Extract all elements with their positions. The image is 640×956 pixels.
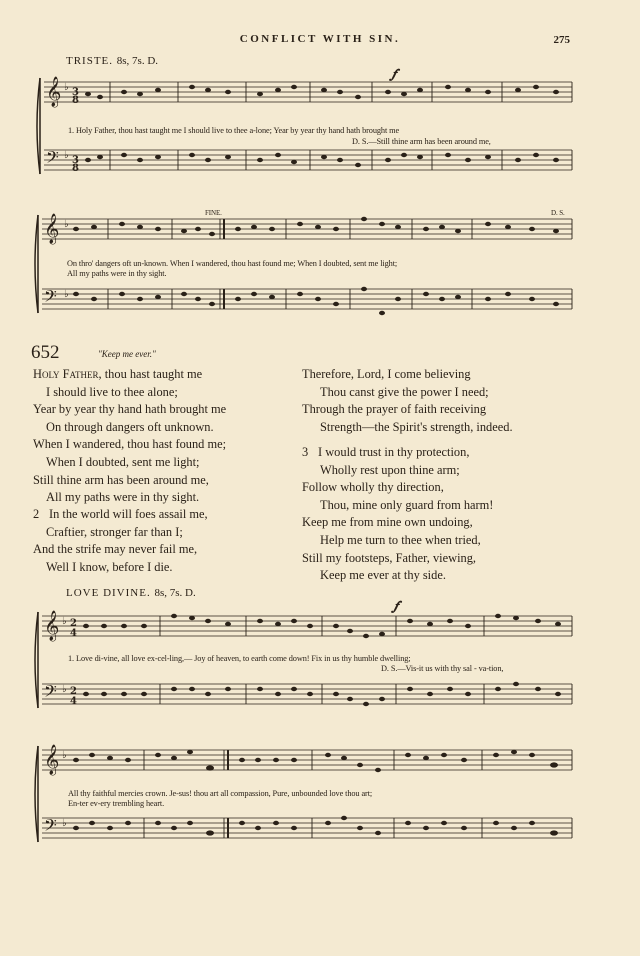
lyric-line: 1. Holy Father, thou hast taught me I should live to thee a-lone; Year by year thy hand hath brought me <box>68 126 400 135</box>
svg-text:8: 8 <box>72 95 79 106</box>
svg-text:8: 8 <box>72 163 79 174</box>
lyric-line: 1. Love di-vine, all love ex-cel-ling,— Joy of heaven, to earth come down! Fix in us thy humble dwelling; <box>68 654 411 663</box>
svg-text:2: 2 <box>70 686 77 697</box>
verse-line: Follow wholly thy direction, <box>302 480 444 495</box>
svg-text:♭: ♭ <box>64 150 69 161</box>
svg-text:♭: ♭ <box>62 684 67 695</box>
tune-name: LOVE DIVINE. <box>66 587 151 599</box>
verse-line: Keep me ever at thy side. <box>320 568 446 583</box>
tune-title-triste <box>66 55 158 67</box>
verse-line: I should live to thee alone; <box>46 384 178 399</box>
stanza-2-continued <box>302 366 513 436</box>
hymn-subtitle: "Keep me ever." <box>98 349 156 359</box>
verse-line: Thou canst give the power I need; <box>320 384 489 399</box>
svg-text:𝄞: 𝄞 <box>46 77 62 107</box>
svg-text:♭: ♭ <box>64 289 69 300</box>
svg-text:𝄢: 𝄢 <box>44 815 57 839</box>
verse-line: When I wandered, thou hast found me; <box>33 437 227 452</box>
svg-text:4: 4 <box>70 696 77 707</box>
verse-line: When I doubted, sent me light; <box>46 454 200 469</box>
stanza-2 <box>33 506 208 576</box>
stanza-first-words: Holy Father, <box>33 367 102 381</box>
verse-line: Thou, mine only guard from harm! <box>320 497 494 512</box>
svg-text:♭: ♭ <box>64 82 69 93</box>
verse-line: And the strife may never fail me, <box>33 542 198 557</box>
fine-mark: FINE. <box>205 209 222 217</box>
verse-line: thou hast taught me <box>101 367 203 381</box>
verse-line: Help me turn to thee when tried, <box>320 532 481 547</box>
tune-name: TRISTE. <box>66 55 114 67</box>
page-number: 275 <box>553 34 570 46</box>
verse-line: Keep me from mine own undoing, <box>302 515 473 530</box>
hymn-number: 652 <box>31 342 60 363</box>
verse-line: On through dangers oft unknown. <box>46 419 214 434</box>
svg-text:♭: ♭ <box>62 616 67 627</box>
lyric-line: All thy faithful mercies crown. Je-sus! thou art all compassion, Pure, unbounded love thou art; <box>68 789 373 798</box>
svg-text:4: 4 <box>70 628 77 639</box>
verse-line: Therefore, Lord, I come believing <box>302 367 471 381</box>
svg-text:𝄞: 𝄞 <box>44 214 60 244</box>
svg-text:𝄢: 𝄢 <box>44 286 57 310</box>
verse-line: Still thine arm has been around me, <box>33 472 209 487</box>
lyric-line: En-ter ev-ery trembling heart. <box>68 799 165 808</box>
lyric-line: On thro' dangers oft un-known. When I wandered, thou hast found me; When I doubted, sent me light; <box>67 259 398 268</box>
verse-line: Strength—the Spirit's strength, indeed. <box>320 419 513 434</box>
verse-line: Year by year thy hand hath brought me <box>33 402 227 417</box>
tune-meter: 8s, 7s. D. <box>154 587 196 599</box>
verse-line: In the world will foes assail me, <box>49 507 208 521</box>
svg-text:♭: ♭ <box>62 750 67 761</box>
tune-meter: 8s, 7s. D. <box>116 55 159 67</box>
stanza-3 <box>302 444 493 585</box>
lyric-ds-line: D. S.—Still thine arm has been around me, <box>352 137 491 146</box>
svg-text:𝆑: 𝆑 <box>392 68 397 81</box>
running-head: CONFLICT WITH SIN. <box>239 33 401 45</box>
lyric-ds-line: D. S.—Vis-it us with thy sal - va-tion, <box>381 664 504 673</box>
svg-text:𝄞: 𝄞 <box>44 745 60 775</box>
lyric-line: All my paths were in thy sight. <box>67 269 167 278</box>
svg-text:𝄞: 𝄞 <box>44 611 60 641</box>
svg-text:𝄢: 𝄢 <box>46 147 59 171</box>
verse-line: All my paths were in thy sight. <box>46 490 200 505</box>
stanza-number: 3 <box>302 445 309 459</box>
verse-line: Well I know, before I die. <box>46 559 173 574</box>
svg-text:𝄢: 𝄢 <box>44 681 57 705</box>
svg-text:3: 3 <box>72 87 79 98</box>
svg-text:𝆑: 𝆑 <box>394 598 399 613</box>
verse-line: Still my footsteps, Father, viewing, <box>302 550 476 565</box>
verse-line: Wholly rest upon thine arm; <box>320 462 460 477</box>
svg-text:3: 3 <box>72 155 79 166</box>
verse-line: Through the prayer of faith receiving <box>302 402 487 417</box>
stanza-1 <box>33 366 226 507</box>
svg-text:♭: ♭ <box>62 818 67 829</box>
verse-line: Craftier, stronger far than I; <box>46 524 183 539</box>
verse-line: I would trust in thy protection, <box>318 445 470 459</box>
svg-text:♭: ♭ <box>64 219 69 230</box>
ds-mark: D. S. <box>551 209 565 217</box>
stanza-number: 2 <box>33 507 40 521</box>
svg-text:2: 2 <box>70 618 77 629</box>
